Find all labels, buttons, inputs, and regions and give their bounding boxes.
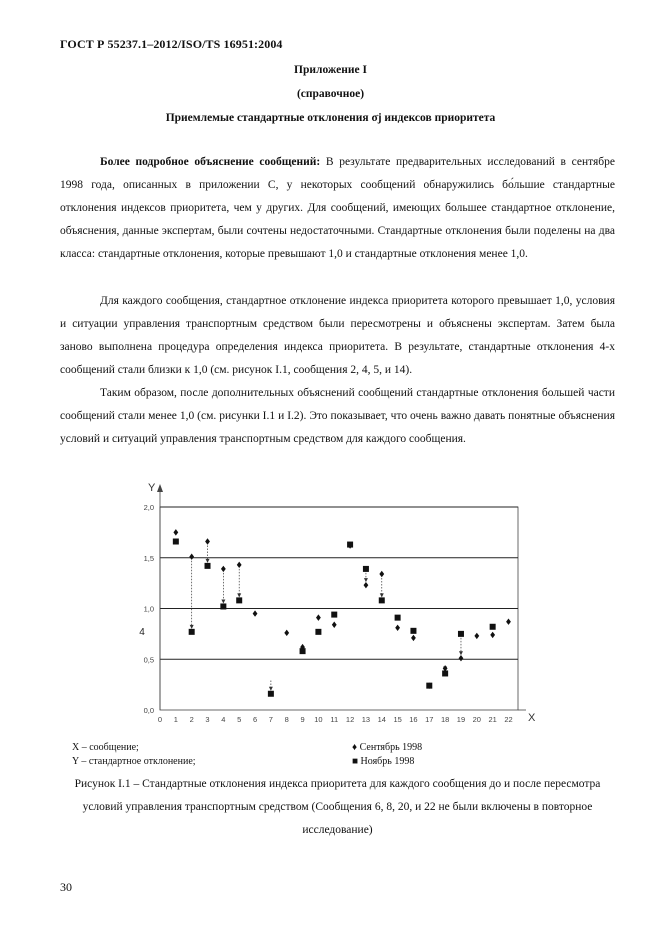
y-tick-label: 0,5 — [143, 655, 154, 665]
change-arrow-head-icon — [364, 578, 368, 582]
data-point-september — [364, 582, 369, 588]
data-point-september — [395, 625, 400, 631]
x-tick-label: 7 — [268, 715, 273, 724]
x-tick-label: 1 — [173, 715, 178, 724]
legend-descriptions — [72, 741, 196, 769]
change-arrow-head-icon — [269, 687, 273, 691]
legend-series-1-label: Сентябрь 1998 — [359, 742, 423, 753]
annex-subtitle: (справочное) — [296, 88, 365, 100]
change-arrow-head-icon — [237, 593, 241, 597]
data-point-september — [173, 529, 178, 535]
data-point-september — [189, 554, 194, 560]
data-point-september — [221, 566, 226, 572]
annex-heading: Приемлемые стандартные отклонения σj индексов приоритета — [165, 112, 496, 124]
change-arrow-head-icon — [221, 599, 225, 603]
x-tick-label: 2 — [189, 715, 194, 724]
paragraph-1-lead: Более подробное объяснение сообщений: — [100, 156, 321, 168]
x-tick-label: 15 — [393, 715, 402, 724]
data-point-september — [237, 562, 242, 568]
x-tick-label: 19 — [456, 715, 466, 724]
paragraph-2-text: Для каждого сообщения, стандартное отклонение индекса приоритета которого превышает 1,0, условия и ситуации управления транспортным средством были пересмотрены и объяснены экспертам. Затем была заново выполнена процедура определения индекса приоритета. В результате, стандартные отклонения 4-х сообщений стали близки к 1,0 (см. рисунок I.1, сообщения 2, 4, 5, и 14). — [60, 295, 615, 376]
y-tick-label: 0,0 — [143, 706, 154, 715]
x-axis-title: X — [528, 712, 536, 724]
data-point-september — [474, 633, 479, 639]
data-point-september — [316, 614, 321, 620]
data-point-september — [490, 632, 495, 638]
annex-title: Приложение I — [294, 64, 367, 76]
x-tick-label: 14 — [377, 715, 386, 724]
y-tick-label: 2,0 — [143, 503, 154, 512]
data-point-november — [347, 542, 353, 548]
x-tick-label: 16 — [409, 715, 418, 724]
legend-y-description: Y – стандартное отклонение; — [72, 756, 196, 767]
x-tick-label: 3 — [205, 715, 210, 724]
data-point-november — [410, 628, 416, 634]
paragraph-2 — [60, 290, 615, 382]
legend-series — [352, 741, 422, 769]
data-point-november — [379, 597, 385, 603]
x-tick-label: 5 — [237, 715, 242, 724]
document-header: ГОСТ Р 55237.1–2012/ISO/TS 16951:2004 — [60, 37, 283, 51]
y-axis-arrow-icon — [157, 484, 163, 492]
paragraph-3 — [60, 382, 615, 451]
diamond-marker-icon: ♦ — [352, 742, 358, 753]
data-point-november — [173, 539, 179, 545]
data-point-september — [284, 630, 289, 636]
square-marker-icon: ■ — [352, 756, 359, 767]
data-point-november — [395, 615, 401, 621]
data-point-september — [459, 655, 464, 661]
data-point-september — [332, 622, 337, 628]
x-tick-label: 22 — [504, 715, 513, 724]
legend-series-2-label: Ноябрь 1998 — [360, 756, 415, 767]
x-tick-label: 10 — [314, 715, 323, 724]
x-tick-label: 21 — [488, 715, 497, 724]
x-tick-label: 18 — [440, 715, 450, 724]
data-point-november — [300, 648, 306, 654]
data-point-november — [442, 670, 448, 676]
page-number: 30 — [60, 880, 72, 894]
data-point-november — [205, 563, 211, 569]
data-point-september — [411, 635, 416, 641]
change-arrow-head-icon — [380, 593, 384, 597]
x-tick-label: 12 — [345, 715, 355, 724]
legend-series-2 — [352, 755, 422, 769]
y-axis-title: Y — [148, 482, 156, 494]
data-point-november — [236, 597, 242, 603]
x-tick-label: 8 — [284, 715, 289, 724]
change-arrow-head-icon — [459, 651, 463, 655]
data-point-november — [315, 629, 321, 635]
y-tick-label: 1,0 — [143, 604, 154, 614]
x-tick-label: 11 — [330, 715, 339, 724]
change-arrow-head-icon — [206, 559, 210, 563]
data-point-november — [426, 683, 432, 689]
x-tick-label: 9 — [300, 715, 305, 724]
legend-x-description: X – сообщение; — [72, 742, 139, 753]
figure-caption: Рисунок I.1 – Стандартные отклонения индекса приоритета для каждого сообщения до и после пересмотра условий управления транспортным средством (Сообщения 6, 8, 20, и 22 не были включены в повторное исследование) — [74, 778, 601, 836]
data-point-september — [379, 571, 384, 577]
data-point-november — [458, 631, 464, 637]
priority-index-scatter-chart — [120, 478, 550, 736]
paragraph-3-text: Таким образом, после дополнительных объяснений сообщений стандартные отклонения большей части сообщений стали менее 1,0 (см. рисунки I.1 и I.2). Это показывает, что очень важно давать понятные объяснения условий и ситуаций управления транспортным средством для каждого сообщения. — [60, 387, 615, 445]
x-tick-label: 0 — [157, 715, 163, 724]
data-point-september — [253, 610, 258, 616]
data-point-november — [189, 629, 195, 635]
data-point-september — [205, 538, 210, 544]
y-tick-label: 1,5 — [143, 553, 154, 563]
legend-series-1 — [352, 741, 422, 755]
data-point-november — [490, 624, 496, 630]
data-point-november — [220, 603, 226, 609]
x-tick-label: 17 — [425, 715, 434, 724]
paragraph-1-text: В результате предварительных исследований в сентябре 1998 года, описанных в приложении С, у некоторых сообщений обнаружились бо́льшие стандартные отклонения индексов приоритета, чем у других. Для сообщений, имеющих большее стандартное отклонение, объяснения, данные экспертам, были сочтены недостаточными. Стандартные отклонения были поделены на два класса: стандартные отклонения, которые превышают 1,0 и стандартные отклонения менее 1,0. — [60, 156, 615, 260]
x-tick-label: 4 — [221, 715, 226, 724]
y-extra-label: 4 — [139, 626, 145, 638]
change-arrow-head-icon — [190, 625, 194, 629]
data-point-november — [363, 566, 369, 572]
x-tick-label: 20 — [472, 715, 481, 724]
data-point-november — [331, 612, 337, 618]
data-point-september — [506, 618, 511, 624]
x-tick-label: 13 — [361, 715, 371, 724]
x-tick-label: 6 — [252, 715, 258, 724]
data-point-november — [268, 691, 274, 697]
paragraph-1 — [60, 151, 615, 266]
